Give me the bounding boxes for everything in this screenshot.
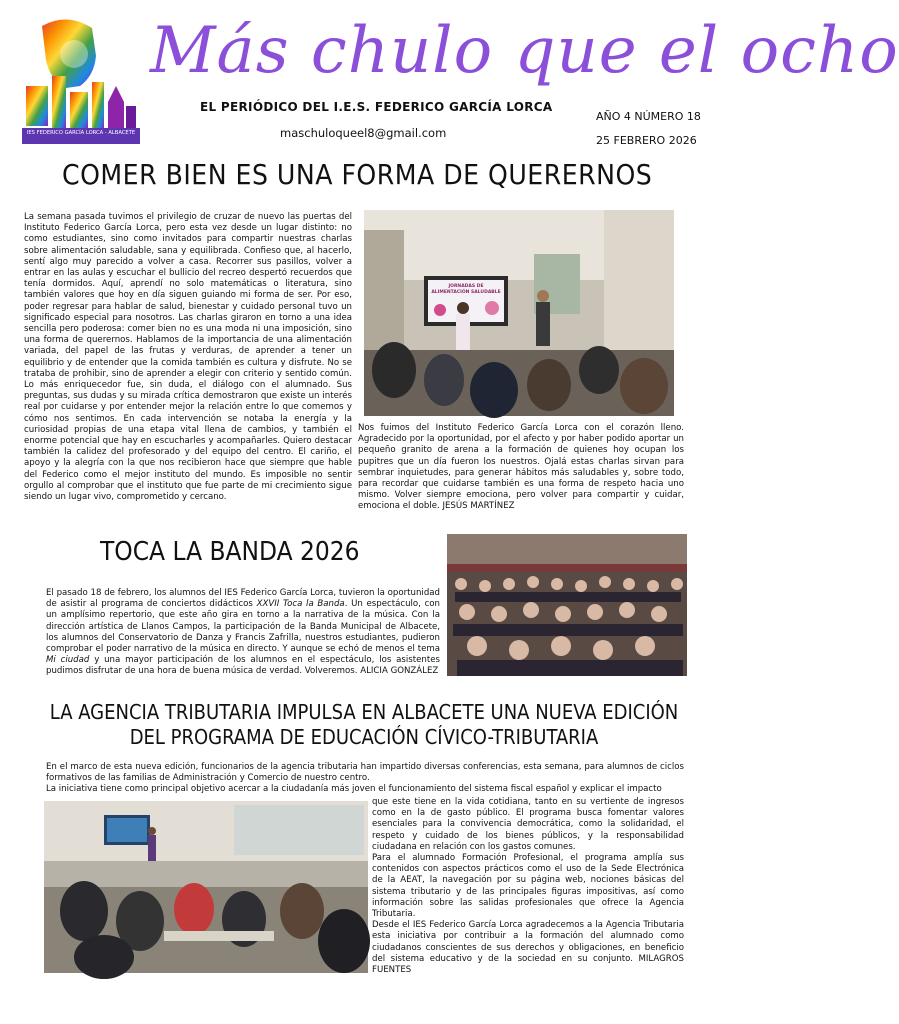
article2-headline: TOCA LA BANDA 2026 — [100, 537, 360, 567]
article3-paragraph-3: Desde el IES Federico García Lorca agradecemos a la Agencia Tributaria esta iniciativa por contribuir a la formación del alumnado como ciudadanos conscientes de sus derechos y obligaciones, en beneficio del sistema educativo y de la sociedad en su conjunto. MILAGROS FUENTES — [372, 920, 684, 976]
slide-text: JORNADAS DE ALIMENTACIÓN SALUDABLE — [431, 284, 501, 295]
article3-right-column — [372, 797, 684, 993]
article1-body: La semana pasada tuvimos el privilegio de cruzar de nuevo las puertas del Instituto Federico García Lorca, pero esta vez desde un lugar distinto: no como estudiantes, sino como invitados para compartir nuestras charlas sobre alimentación saludable, sana y equilibrada. Confieso que, al hacerlo, sentí algo muy parecido a volver a casa. Recorrer sus pasillos, volver a entrar en las aulas y escuchar el bullicio del recreo despertó recuerdos que tenía dormidos. Aquí, aprendí no solo matemáticas o literatura, sino también valores que hoy en día siguen guiando mi forma de ser. Por eso, poder regresar para hablar de salud, bienestar y cuidado personal tuvo un significado especial para nosotros. Las charlas giraron en torno a una idea sencilla pero poderosa: comer bien no es una moda ni una imposición, sino una forma de querernos. Hablamos de la importancia de una alimentación variada, del papel de las frutas y verduras, de aprender a tener un equilibrio y de entender que la comida también es cultura y disfrute. No se trataba de prohibir, sino de aprender a elegir con criterio y sentido común. Lo más enriquecedor fue, sin duda, el diálogo con el alumnado. Sus preguntas, sus dudas y su mirada crítica demostraron que existe un interés real por cuidarse y por entender mejor la relación entre lo que comemos y cómo nos sentimos. En cada intervención se notaba la energía y la curiosidad propias de una etapa vital llena de cambios, y también el enorme potencial que hay en escucharles y acompañarles. Quiero destacar también la calidez del profesorado y del equipo del centro. El cariño, el apoyo y la alegría con la que nos recibieron hace que siempre que hable del Federico como el mejor instituto del mundo. Es imposible no sentir orgullo al comprobar que el instituto que fue parte de mi crecimiento sigue siendo un lugar vivo, comprometido y cercano. — [24, 212, 352, 503]
article2-body-column — [46, 588, 440, 684]
newspaper-title: Más chulo que el ocho — [150, 14, 899, 88]
issue-date: 25 FEBRERO 2026 — [596, 134, 697, 147]
article3-paragraph-1: que este tiene en la vida cotidiana, tanto en su vertiente de ingresos como en la de gasto público. El programa busca fomentar valores esenciales para la convivencia democrática, como la solidaridad, el respeto y cuidado de los bienes públicos, y la responsabilidad ciudadana en relación con los gastos comunes. — [372, 797, 684, 852]
nutrition-talk-photo — [364, 210, 674, 416]
article1-headline: COMER BIEN ES UNA FORMA DE QUERERNOS — [62, 158, 653, 191]
article1-right-column — [358, 423, 684, 523]
article2-text-3: y una mayor participación de los alumnos en el espectáculo, los asistentes pudimos disfrutar de una hora de buena música de verdad. Volveremos. ALICIA GONZÁLEZ — [46, 655, 440, 677]
newspaper-subtitle: EL PERIÓDICO DEL I.E.S. FEDERICO GARCÍA LORCA — [200, 100, 553, 114]
article3-intro-2: La iniciativa tiene como principal objetivo acercar a la ciudadanía más joven el funcionamiento del sistema fiscal español y explicar el impacto — [46, 784, 662, 795]
logo-text: IES FEDERICO GARCÍA LORCA - ALBACETE — [26, 130, 136, 136]
tax-agency-classroom-photo — [44, 801, 368, 973]
contact-email[interactable]: maschuloqueel8@gmail.com — [280, 126, 447, 140]
article3-paragraph-2: Para el alumnado Formación Profesional, el programa amplía sus contenidos con aspectos prácticos como el uso de la Sede Electrónica de la AEAT, la navegación por su página web, nociones básicas del sistema tributario y de las principales figuras impositivas, así como información sobre las salidas profesionales que ofrece la Agencia Tributaria. — [372, 853, 684, 920]
article2-program-name: XXVII Toca la Banda — [256, 599, 345, 610]
article1-closing: Nos fuimos del Instituto Federico García Lorca con el corazón lleno. Agradecido por la oportunidad, por el afecto y por haber podido aportar un pequeño granito de arena a la formación de quienes hoy ocupan los pupitres que un día fueron los nuestros. Ojalá estas charlas sirvan para sembrar inquietudes, para generar hábitos más saludables y, sobre todo, para recordar que cuidarse también es una forma de respeto hacia uno mismo. Volver siempre emociona, pero volver para compartir y cuidar, emociona el doble. JESÚS MARTÍNEZ — [358, 423, 684, 512]
concert-audience-photo — [447, 534, 687, 676]
article2-text-1: El pasado 18 de febrero, los alumnos del IES Federico García Lorca, tuvieron la oportunidad de asistir al programa de conciertos didácticos — [46, 588, 440, 610]
article1-left-column — [24, 212, 352, 532]
article3-intro — [46, 762, 684, 798]
school-logo — [22, 16, 140, 148]
article3-headline: LA AGENCIA TRIBUTARIA IMPULSA EN ALBACETE UNA NUEVA EDICIÓN DEL PROGRAMA DE EDUCACIÓN CÍVICO-TRIBUTARIA — [49, 700, 679, 749]
issue-number: AÑO 4 NÚMERO 18 — [596, 110, 701, 123]
article3-intro-1: En el marco de esta nueva edición, funcionarios de la agencia tributaria han impartido diversas conferencias, esta semana, para alumnos de ciclos formativos de las familias de Administración y Comercio de nuestro centro. — [46, 762, 684, 784]
article2-text-2: . Un espectáculo, con un amplísimo repertorio, que este año gira en torno a la narrativa de la música. Con la dirección artística de Llanos Campos, la participación de la Banda Municipal de Albacete, los alumnos del Conservatorio de Danza y Francis Zafrilla, nuestros estudiantes, pudieron comprobar el poder narrativo de la música en directo. Y aunque se echó de menos el tema — [46, 599, 440, 655]
article2-song-name: Mi ciudad — [46, 655, 90, 666]
article2-body — [46, 588, 440, 678]
